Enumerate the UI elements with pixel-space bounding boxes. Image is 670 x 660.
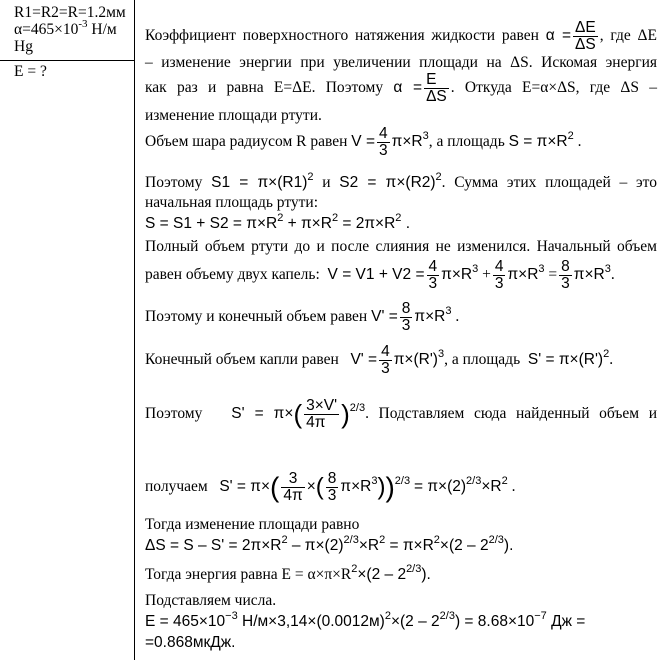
sol-line-7: начальная площадь ртути: [145, 194, 319, 211]
sol-line-16: $\Delta S = S - S' = 2\pi\times R^2 - \pi\times(2)^{2/3}\times R^2 = \pi\times R^2\times(2 - 2^{2/3})$. [145, 534, 514, 554]
sol-line-13: Поэтому S' = π×( $\frac{3\times V'}{4\pi}$ )$^{2/3}$. Подставляем сюда найденный объем и [145, 397, 658, 431]
fraction: $\frac{8}{3}$ [561, 258, 570, 292]
sol-line-5: Объем шара радиусом R равен V = $\frac{4}{3}$ $\pi\times R^3$, а площадь $S = \pi\times R^2$ . [145, 125, 582, 159]
fraction: $\frac{\Delta E}{\Delta S}$ [575, 19, 596, 53]
column-divider [134, 0, 135, 660]
sol-line-18: Подставляем числа. [145, 592, 277, 609]
sol-line-20: =0.868мкДж. [145, 634, 236, 651]
fraction: $\frac{4}{3}$ [428, 258, 438, 292]
sol-line-9: Полный объем ртути до и после слияния не изменился. Начальный объем [145, 238, 657, 255]
fraction: $\frac{3}{4\pi}$ [283, 470, 303, 504]
fraction: $\frac{4}{3}$ [379, 125, 388, 159]
sol-line-2: – изменение энергии при увеличении площади на ΔS. Искомая энергия [145, 54, 657, 71]
fraction: $\frac{8}{3}$ [401, 300, 411, 334]
find-block [14, 63, 134, 80]
given-radius: R1=R2=R=1.2мм [14, 4, 126, 21]
fraction: $\frac{8}{3}$ [327, 470, 337, 504]
sol-line-3: как раз и равна E=ΔE. Поэтому α = $\frac{E}{\Delta S}$ . Откуда E=α×ΔS, где ΔS – [145, 71, 658, 105]
sol-line-1: Коэффициент поверхностного натяжения жидкости равен α = $\frac{\Delta E}{\Delta S}$ , где ΔE [145, 19, 657, 53]
fraction: $\frac{3\times V'}{4\pi}$ [306, 397, 338, 431]
given-divider [0, 60, 134, 61]
sol-line-14: получаем S' = π×( $\frac{3}{4\pi}$ ×( $\frac{8}{3}$ $\pi\times R^3))^{2/3} = \pi\times(2)^{2/3}\times R^2$ . [145, 470, 516, 504]
sol-line-11: Поэтому и конечный объем равен V' = $\frac{8}{3}$ $\pi\times R^3$ . [145, 300, 460, 334]
sol-line-8: $S = S1 + S2 = \pi\times R^2 + \pi\times R^2 = 2\pi\times R^2$ . [145, 212, 411, 232]
fraction: $\frac{4}{3}$ [381, 343, 390, 377]
sol-line-19: $E = 465\times 10^{-3}$ $Н/м\times 3,14\times(0.0012м)^2\times(2 - 2^{2/3}) = 8.68\times 10^{-7}$ Дж = [145, 610, 586, 630]
givens-block [14, 4, 134, 55]
sol-line-12: Конечный объем капли равен V' = $\frac{4}{3}$ $\pi\times(R')^3$, а площадь $S' = \pi\times(R')^2$. [145, 343, 614, 377]
given-alpha: $\alpha=465\times 10^{-3}$ Н/м [14, 18, 117, 38]
sol-line-15: Тогда изменение площади равно [145, 516, 360, 533]
sol-line-6: Поэтому $S1 = \pi\times(R1)^2$ и $S2 = \pi\times(R2)^2$. Сумма этих площадей – это [145, 171, 658, 191]
sol-line-17: Тогда энергия равна $E = \alpha\times\pi\times R^2\times(2 - 2^{2/3})$. [145, 563, 431, 583]
find-energy: E = ? [14, 63, 47, 80]
sol-line-10: равен объему двух капель: V = V1 + V2 = $\frac{4}{3}$ $\pi\times R^3$ + $\frac{4}{3}$ $\pi\times R^3$ = $\frac{8}{3}$ $\pi\times R^3$. [145, 258, 615, 292]
given-substance: Hg [14, 38, 33, 55]
fraction: $\frac{4}{3}$ [494, 258, 504, 292]
fraction: $\frac{E}{\Delta S}$ [426, 71, 447, 105]
sol-line-4: изменение площади ртути. [145, 107, 322, 124]
